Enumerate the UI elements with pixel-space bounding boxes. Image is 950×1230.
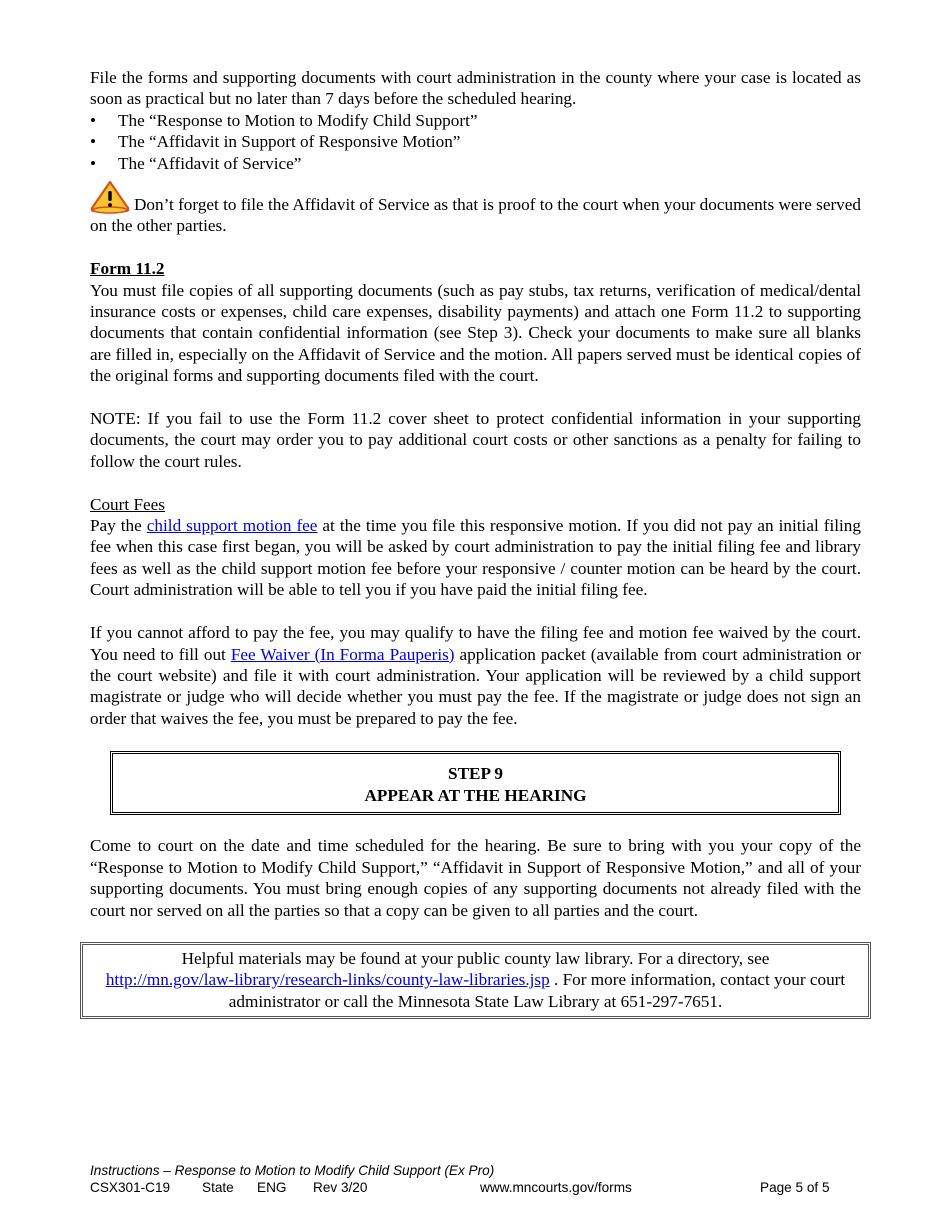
forms-list (90, 110, 861, 174)
step-number: STEP 9 (448, 764, 503, 784)
list-item: • The “Affidavit in Support of Responsive Motion” (90, 131, 861, 152)
helpful-materials-box (80, 942, 871, 1019)
document-body (90, 67, 861, 1019)
page-footer (90, 1162, 861, 1196)
child-support-motion-fee-link[interactable]: child support motion fee (146, 516, 318, 536)
step-title: APPEAR AT THE HEARING (364, 785, 587, 805)
court-fees-heading: Court Fees (90, 494, 165, 514)
text-segment: . For more information, contact your court administrator or call the Minnesota State Law Library at 651-297-7651. (228, 970, 846, 1011)
court-fees-paragraph (90, 515, 861, 601)
form-state: State (202, 1180, 234, 1195)
form-code: CSX301-C19 (90, 1180, 171, 1195)
step-9-box (110, 751, 841, 815)
text-segment: application packet (available from court administration or the court website) and file it with court administration. Your application will be reviewed by a child support magistrate or judge who will decide whether you must pay the fee. If the magistrate or judge does not sign an order that waives the fee, you must be prepared to pay the fee. (90, 644, 862, 728)
note-paragraph: NOTE: If you fail to use the Form 11.2 cover sheet to protect confidential information in your supporting documents, the court may order you to pay additional court costs or other sanctions as a penalty for failing to follow the court rules. (90, 409, 861, 471)
page-number: Page 5 of 5 (760, 1180, 830, 1195)
list-item: • The “Response to Motion to Modify Child Support” (90, 110, 861, 131)
list-item: • The “Affidavit of Service” (90, 153, 861, 174)
text-segment: Pay the (90, 516, 147, 536)
form-language: ENG (257, 1180, 287, 1195)
warning-icon (90, 180, 130, 214)
form-11-2-paragraph: You must file copies of all supporting documents (such as pay stubs, tax returns, verification of medical/dental insurance costs or expenses, child care expenses, disability payments) and attach one Form 11.2 to supporting documents that contain confidential information (see Step 3). Check your documents to make sure all blanks are filled in, especially on the Affidavit of Service and the motion. All papers served must be identical copies of the original forms and supporting documents filed with the court. (90, 280, 861, 386)
warning-paragraph (90, 180, 861, 237)
text-segment: If you cannot afford to pay the fee, you may qualify to have the filing fee and motion fee waived by the court. You need to fill out (90, 623, 861, 664)
hearing-paragraph: Come to court on the date and time scheduled for the hearing. Be sure to bring with you your copy of the “Response to Motion to Modify Child Support,” “Affidavit in Support of Responsive Motion,” and all of your supporting documents. You must bring enough copies of any supporting documents not already filed with the court nor served on all the parties so that a copy can be given to all parties and the court. (90, 836, 861, 920)
footer-url: www.mncourts.gov/forms (480, 1180, 632, 1195)
intro-paragraph: File the forms and supporting documents with court administration in the county where your case is located as soon as practical but no later than 7 days before the scheduled hearing. (90, 68, 861, 109)
fee-waiver-link[interactable]: Fee Waiver (In Forma Pauperis) (230, 644, 455, 664)
form-11-2-heading: Form 11.2 (90, 259, 165, 279)
law-library-link[interactable]: http://mn.gov/law-library/research-links/county-law-libraries.jsp (105, 970, 550, 990)
text-segment: at the time you file this responsive motion. If you did not pay an initial filing fee when this case first began, you will be asked by court administration to pay the initial filing fee and library fees as well as the child support motion fee before your responsive / counter motion can be heard by the court. Court administration will be able to tell you if you have paid the initial filing fee. (90, 516, 861, 600)
warning-text: Don’t forget to file the Affidavit of Service as that is proof to the court when your documents were served on the other parties. (90, 195, 861, 236)
footer-title: Instructions – Response to Motion to Modify Child Support (Ex Pro) (90, 1163, 495, 1178)
fee-waiver-paragraph (90, 622, 861, 729)
form-revision: Rev 3/20 (313, 1180, 368, 1195)
text-segment: Helpful materials may be found at your public county law library. For a directory, see (181, 948, 770, 968)
